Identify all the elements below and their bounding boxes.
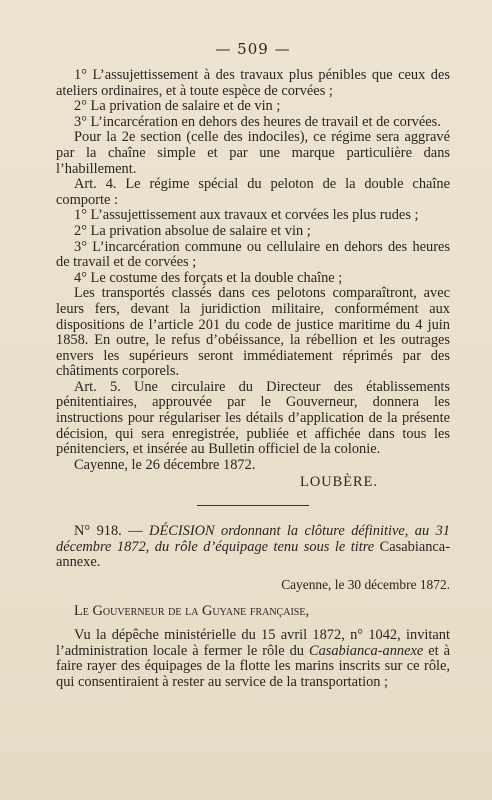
paragraph: 1° L’assujettissement à des travaux plus pénibles que ceux des ateliers ordinaires, et à toute espèce de corvées ; bbox=[56, 67, 450, 99]
paragraph: 1° L’assujettissement aux travaux et corvées les plus rudes ; bbox=[74, 207, 419, 224]
paragraph: 3° L’incarcération commune ou cellulaire en dehors des heures de travail et de corvées ; bbox=[56, 238, 450, 271]
decision-title-roman: Casabianca-annexe. bbox=[56, 538, 450, 571]
paragraph: 3° L’incarcération en dehors des heures de travail et de corvées. bbox=[74, 113, 441, 130]
body-text bbox=[56, 68, 450, 690]
decision-number: N° 918. — bbox=[74, 523, 143, 540]
section-divider bbox=[197, 505, 309, 506]
vu-start: Vu la dépêche ministérielle du 15 avril 1872, n° 1042, invitant l’administration locale à fermer le rôle du bbox=[56, 627, 450, 659]
paragraph: Les transportés classés dans ces pelotons comparaîtront, avec leurs fers, devant la juridiction militaire, conformément aux dispositions de l’article 201 du code de justice maritime du 4 juin 1858. En outre, le refus d’obéissance, la rébellion et les outrages envers les supérieurs seront immédiatement réprimés par des châtiments corporels. bbox=[56, 285, 450, 380]
paragraph: Art. 4. Le régime spécial du peloton de la double chaîne comporte : bbox=[56, 176, 450, 208]
paragraph: Pour la 2e section (celle des indociles), ce régime sera aggravé par la chaîne simple et par une marque particulière dans l’habillement. bbox=[56, 129, 450, 177]
signature: LOUBÈRE. bbox=[300, 474, 378, 491]
vu-end: et à faire rayer des équipages de la flotte les marins inscrits sur ce rôle, qui consentiraient à rester au service de la transportation ; bbox=[56, 642, 450, 690]
paragraph: 4° Le costume des forçats et la double chaîne ; bbox=[74, 269, 343, 286]
governor-line: Le Gouverneur de la Guyane française, bbox=[74, 603, 310, 620]
paragraph: 2° La privation absolue de salaire et vin ; bbox=[74, 222, 311, 239]
closing-date: Cayenne, le 26 décembre 1872. bbox=[74, 456, 256, 473]
decision-date: Cayenne, le 30 décembre 1872. bbox=[281, 576, 450, 592]
decision-title: DÉCISION ordonnant la clôture définitive, au 31 décembre 1872, du rôle d’équipage tenu sous le titre bbox=[56, 523, 450, 555]
paragraph: 2° La privation de salaire et de vin ; bbox=[74, 98, 281, 115]
vu-italic: Casabianca-annexe bbox=[308, 642, 424, 659]
vu-paragraph bbox=[56, 628, 450, 690]
paragraph: Art. 5. Une circulaire du Directeur des établissements pénitentiaires, approuvée par le Gouverneur, donnera les instructions pour régulariser les détails d’application de la présente décision, qui sera enregistrée, publiée et affichée dans tous les pénitenciers, et insérée au Bulletin officiel de la colonie. bbox=[56, 378, 450, 458]
decision-heading bbox=[56, 524, 450, 571]
page-number: — 509 — bbox=[215, 40, 291, 58]
